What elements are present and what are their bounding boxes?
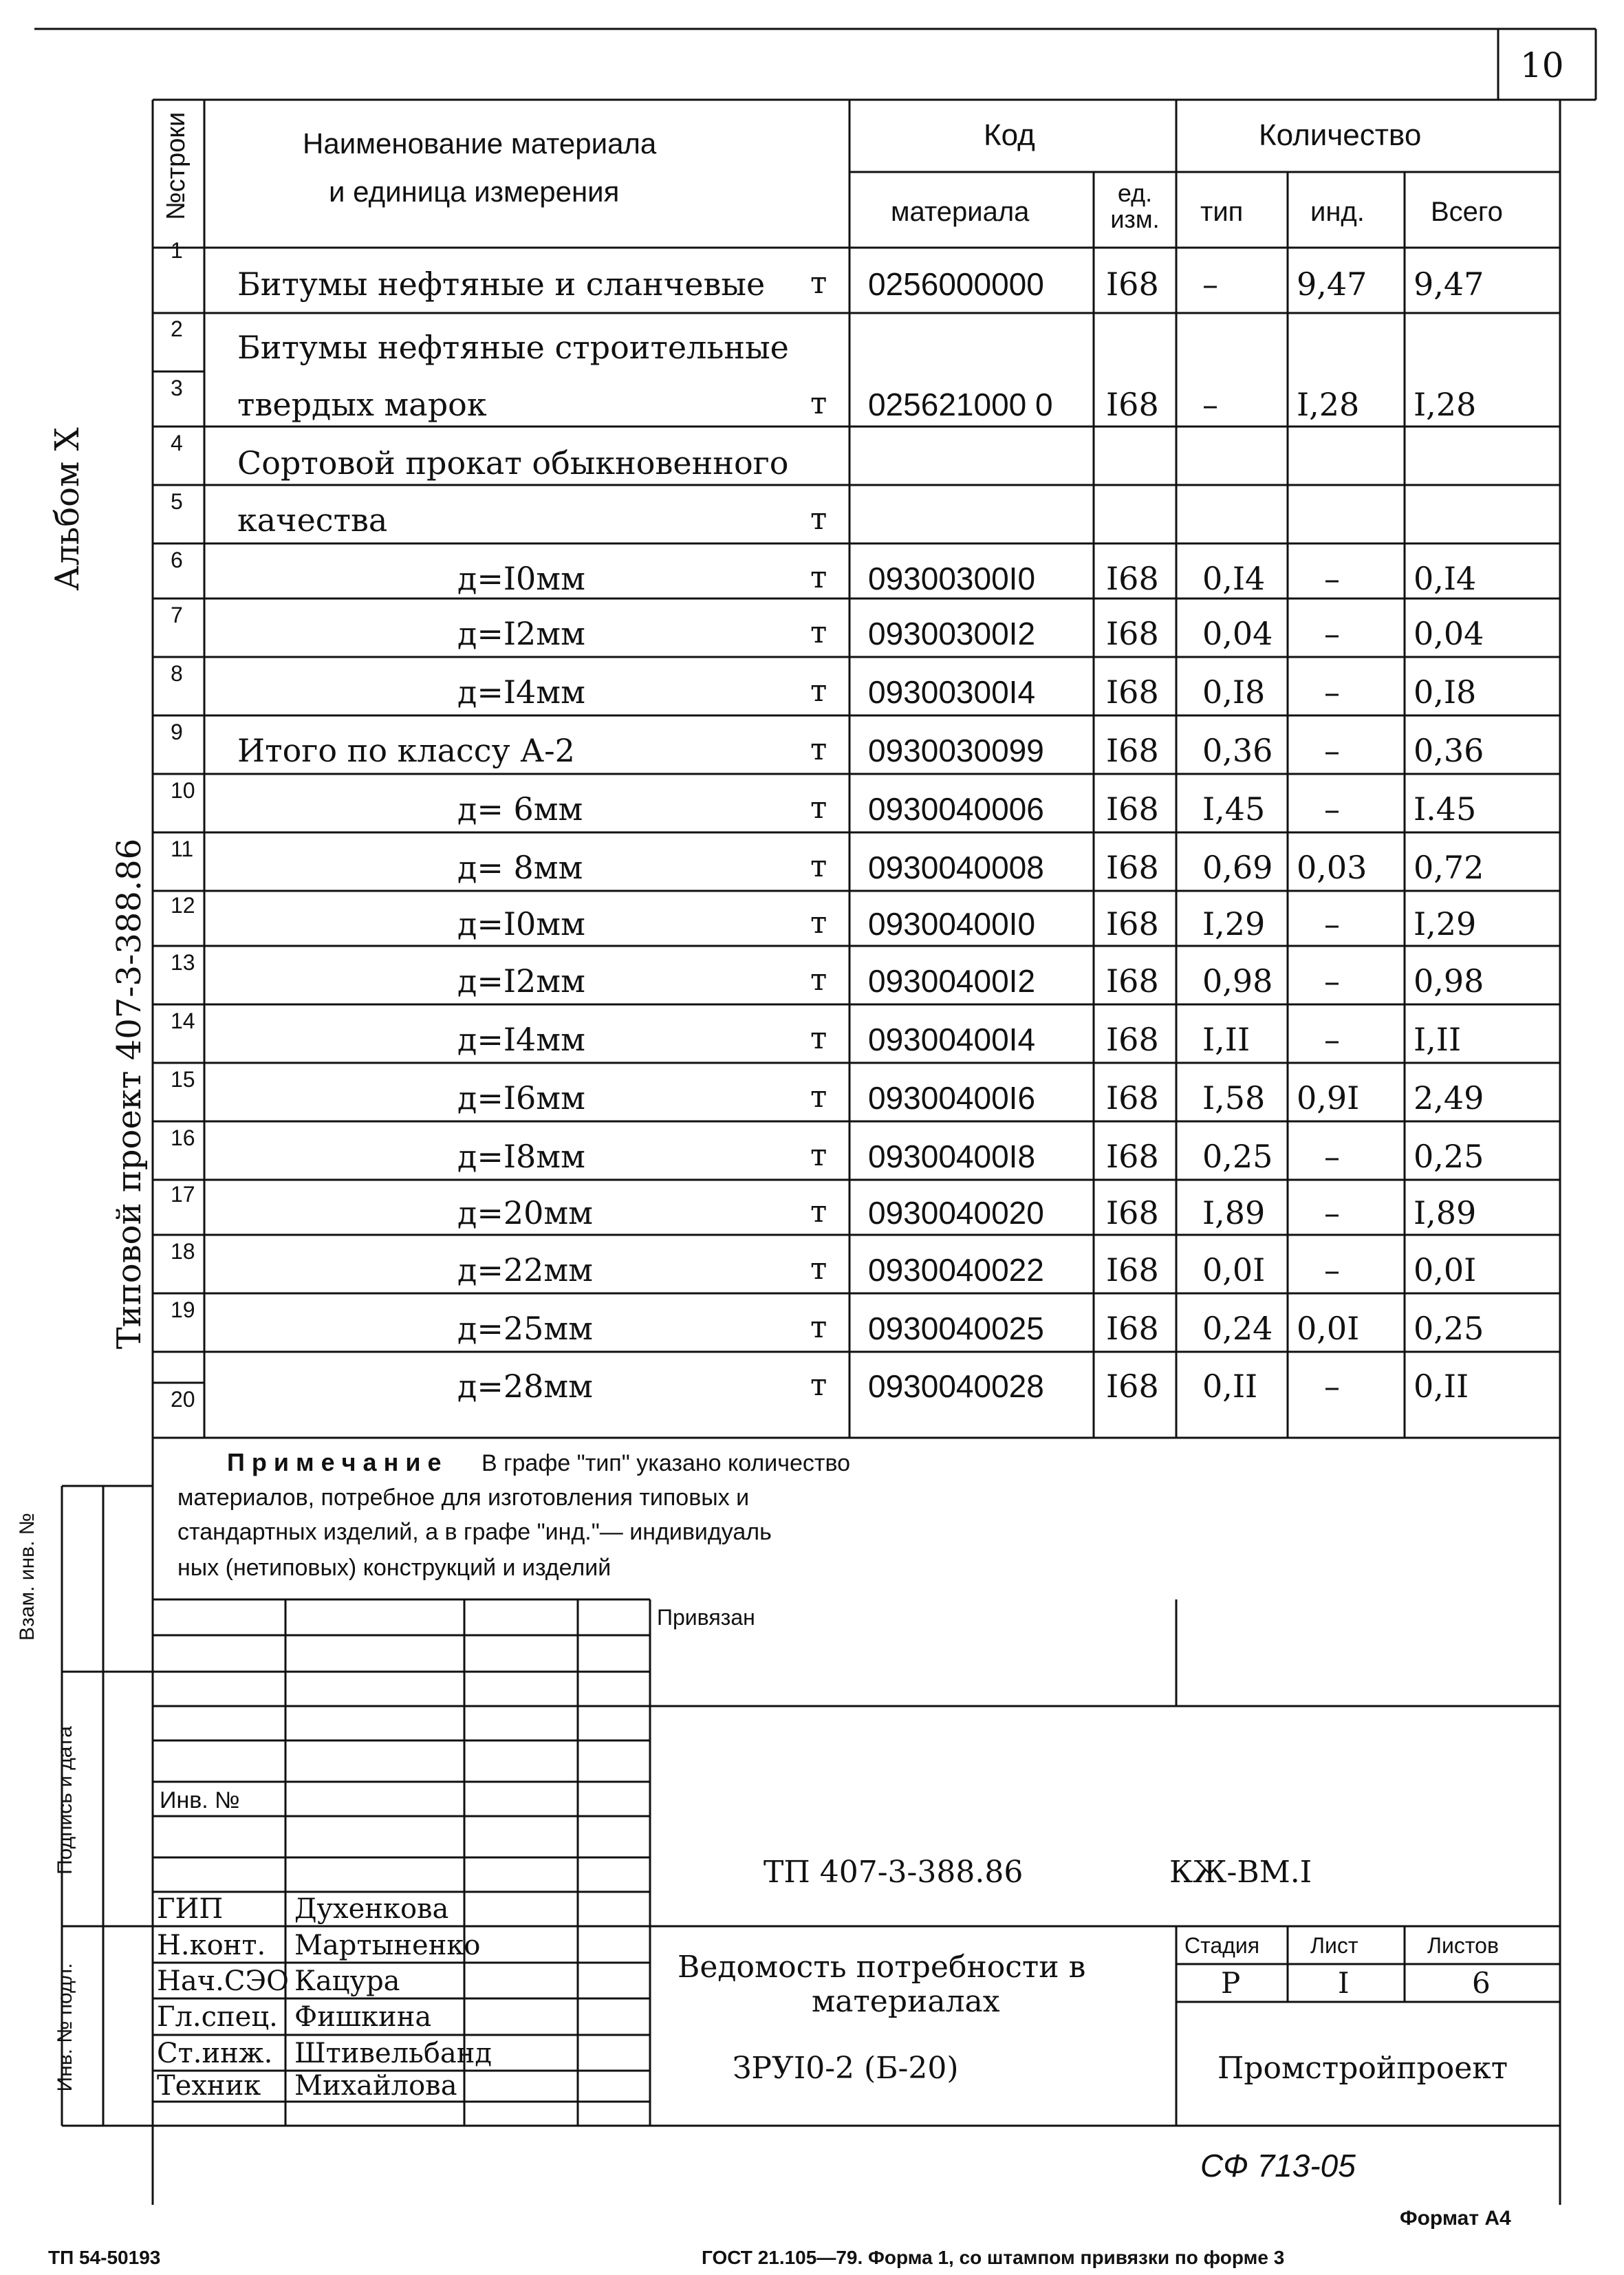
material-code: 09300400I8 bbox=[868, 1139, 1036, 1174]
unit: т bbox=[810, 1021, 827, 1056]
qty-total: 0,I8 bbox=[1414, 673, 1477, 711]
qty-ind: 0,9I bbox=[1297, 1079, 1360, 1117]
qty-type: 0,25 bbox=[1202, 1138, 1273, 1175]
qty-ind: I,28 bbox=[1297, 386, 1360, 423]
margin-vzam-inv: Взам. инв. № bbox=[16, 1513, 39, 1641]
qty-type: – bbox=[1202, 386, 1218, 423]
qty-ind: – bbox=[1324, 1194, 1340, 1231]
stamp-role: Н.конт. bbox=[157, 1930, 266, 1961]
material-name: Битумы нефтяные строительные bbox=[237, 329, 789, 366]
row-number: 11 bbox=[171, 837, 194, 861]
sheet-value: I bbox=[1338, 1966, 1350, 2000]
material-code: 0930030099 bbox=[868, 733, 1044, 768]
header-row-no: №строки bbox=[162, 111, 191, 220]
designation: ТП 407-3-388.86 bbox=[764, 1855, 1024, 1890]
unit-code: I68 bbox=[1106, 790, 1159, 828]
qty-type: 0,36 bbox=[1202, 732, 1273, 769]
qty-type: 0,I8 bbox=[1202, 673, 1266, 711]
material-name: д=I2мм bbox=[457, 615, 585, 652]
material-name: д=I8мм bbox=[457, 1138, 585, 1175]
header-total: Всего bbox=[1431, 197, 1503, 227]
stamp-role: Ст.инж. bbox=[157, 2038, 273, 2069]
unit-code: I68 bbox=[1106, 732, 1159, 769]
inv-no-label: Инв. № bbox=[160, 1787, 240, 1813]
qty-ind: – bbox=[1324, 905, 1340, 942]
unit: т bbox=[810, 673, 827, 709]
material-name: Итого по классу А-2 bbox=[237, 732, 575, 769]
row-number: 13 bbox=[171, 950, 195, 975]
qty-type: – bbox=[1202, 266, 1218, 303]
material-name: д=I4мм bbox=[457, 673, 585, 711]
unit-code: I68 bbox=[1106, 905, 1159, 942]
material-name: д=I4мм bbox=[457, 1021, 585, 1058]
row-number: 12 bbox=[171, 893, 195, 918]
qty-total: I,28 bbox=[1414, 386, 1477, 423]
qty-ind: – bbox=[1324, 615, 1340, 652]
material-name: твердых марок bbox=[237, 386, 487, 423]
material-code: 09300400I2 bbox=[868, 963, 1036, 999]
qty-ind: – bbox=[1324, 1138, 1340, 1175]
stamp-name: Фишкина bbox=[294, 2001, 432, 2033]
note-label: П р и м е ч а н и е bbox=[227, 1448, 442, 1476]
material-code: 09300300I4 bbox=[868, 674, 1036, 710]
header-ind: инд. bbox=[1310, 197, 1365, 227]
material-name: Сортовой прокат обыкновенного bbox=[237, 444, 789, 482]
row-number: 10 bbox=[171, 778, 195, 803]
unit: т bbox=[810, 502, 827, 537]
qty-ind: – bbox=[1324, 1251, 1340, 1289]
unit-code: I68 bbox=[1106, 1194, 1159, 1231]
unit-code: I68 bbox=[1106, 849, 1159, 886]
material-code: 09300300I0 bbox=[868, 561, 1036, 596]
qty-total: 0,72 bbox=[1414, 849, 1484, 886]
material-code: 025621000 0 bbox=[868, 387, 1053, 422]
header-quantity: Количество bbox=[1259, 118, 1422, 152]
row-number: 20 bbox=[171, 1387, 195, 1412]
unit-code: I68 bbox=[1106, 1368, 1159, 1405]
stamp-name: Духенкова bbox=[294, 1893, 449, 1925]
sheet-label: Лист bbox=[1310, 1933, 1358, 1958]
row-number: 14 bbox=[171, 1009, 195, 1033]
unit-code: I68 bbox=[1106, 1079, 1159, 1117]
material-name: д=I2мм bbox=[457, 962, 585, 1000]
footer-left: ТП 54-50193 bbox=[48, 2247, 161, 2268]
material-code: 0930040028 bbox=[868, 1368, 1044, 1404]
material-name: Битумы нефтяные и сланчевые bbox=[237, 266, 766, 303]
sheets-value: 6 bbox=[1472, 1966, 1491, 2000]
material-name: д=25мм bbox=[457, 1310, 593, 1347]
stamp-name: Кацура bbox=[294, 1965, 400, 1997]
unit-code: I68 bbox=[1106, 386, 1159, 423]
qty-type: 0,98 bbox=[1202, 962, 1273, 1000]
unit-code: I68 bbox=[1106, 1251, 1159, 1289]
qty-type: I,89 bbox=[1202, 1194, 1266, 1231]
stage-label: Стадия bbox=[1184, 1933, 1260, 1958]
qty-total: 9,47 bbox=[1414, 266, 1484, 303]
stamp-name: Мартыненко bbox=[294, 1930, 481, 1961]
material-name: д=I0мм bbox=[457, 560, 585, 597]
material-code: 0256000000 bbox=[868, 266, 1044, 302]
unit-code: I68 bbox=[1106, 1310, 1159, 1347]
unit-code: I68 bbox=[1106, 560, 1159, 597]
material-name: д=28мм bbox=[457, 1368, 593, 1405]
unit-code: I68 bbox=[1106, 673, 1159, 711]
document-code: КЖ-ВМ.I bbox=[1169, 1855, 1312, 1890]
unit: т bbox=[810, 1251, 827, 1286]
material-code: 0930040025 bbox=[868, 1311, 1044, 1346]
format-label: Формат А4 bbox=[1400, 2207, 1511, 2230]
material-name: д=20мм bbox=[457, 1194, 593, 1231]
qty-ind: – bbox=[1324, 962, 1340, 1000]
qty-ind: 0,03 bbox=[1297, 849, 1367, 886]
material-name: д=22мм bbox=[457, 1251, 593, 1289]
unit: т bbox=[810, 1079, 827, 1114]
unit: т bbox=[810, 732, 827, 767]
qty-type: 0,I4 bbox=[1202, 560, 1266, 597]
doc-title-line2: материалах bbox=[812, 1984, 1000, 2019]
material-name: д=I6мм bbox=[457, 1079, 585, 1117]
sheets-label: Листов bbox=[1427, 1933, 1499, 1958]
qty-ind: – bbox=[1324, 560, 1340, 597]
qty-ind: 9,47 bbox=[1297, 266, 1367, 303]
qty-type: 0,24 bbox=[1202, 1310, 1273, 1347]
header-code: Код bbox=[984, 118, 1035, 152]
stamp-name: Штивельбанд bbox=[294, 2038, 492, 2069]
doc-title-line1: Ведомость потребности в bbox=[678, 1950, 1086, 1985]
doc-title-line3: ЗРУI0-2 (Б-20) bbox=[733, 2051, 959, 2086]
material-code: 0930040006 bbox=[868, 791, 1044, 827]
organization: Промстройпроект bbox=[1217, 2051, 1508, 2086]
qty-ind: – bbox=[1324, 673, 1340, 711]
qty-total: I,89 bbox=[1414, 1194, 1477, 1231]
header-code-unit: ед. изм. bbox=[1110, 179, 1160, 233]
unit: т bbox=[810, 560, 827, 595]
unit: т bbox=[810, 1310, 827, 1345]
material-code: 09300400I0 bbox=[868, 906, 1036, 942]
row-number: 7 bbox=[171, 603, 183, 627]
qty-total: 0,36 bbox=[1414, 732, 1484, 769]
row-number: 4 bbox=[171, 431, 183, 455]
material-code: 0930040008 bbox=[868, 850, 1044, 885]
header-name-line1: Наименование материала bbox=[303, 127, 657, 160]
material-code: 0930040020 bbox=[868, 1195, 1044, 1231]
qty-total: 0,25 bbox=[1414, 1310, 1484, 1347]
qty-total: 0,25 bbox=[1414, 1138, 1484, 1175]
qty-ind: – bbox=[1324, 1368, 1340, 1405]
unit: т bbox=[810, 1194, 827, 1229]
stage-value: Р bbox=[1221, 1966, 1241, 2000]
qty-total: 2,49 bbox=[1414, 1079, 1484, 1117]
stamp-role: ГИП bbox=[157, 1893, 224, 1925]
unit: т bbox=[810, 962, 827, 998]
material-name: д=I0мм bbox=[457, 905, 585, 942]
qty-total: 0,04 bbox=[1414, 615, 1484, 652]
qty-ind: – bbox=[1324, 732, 1340, 769]
stamp-role: Техник bbox=[157, 2070, 261, 2102]
page-number: 10 bbox=[1520, 45, 1564, 85]
qty-type: 0,II bbox=[1202, 1368, 1258, 1405]
material-code: 09300400I4 bbox=[868, 1022, 1036, 1057]
row-number: 5 bbox=[171, 489, 183, 514]
qty-total: 0,II bbox=[1414, 1368, 1469, 1405]
qty-type: I,58 bbox=[1202, 1079, 1266, 1117]
note-line4: ных (нетиповых) конструкций и изделий bbox=[177, 1555, 611, 1581]
qty-type: I,29 bbox=[1202, 905, 1266, 942]
row-number: 15 bbox=[171, 1067, 195, 1092]
unit: т bbox=[810, 386, 827, 421]
row-number: 18 bbox=[171, 1239, 195, 1264]
unit-code: I68 bbox=[1106, 1021, 1159, 1058]
privyazan-label: Привязан bbox=[657, 1605, 755, 1630]
material-code: 0930040022 bbox=[868, 1252, 1044, 1288]
footer-right: ГОСТ 21.105—79. Форма 1, со штампом привязки по форме 3 bbox=[702, 2247, 1285, 2268]
row-number: 6 bbox=[171, 548, 183, 572]
note-line1: В графе "тип" указано количество bbox=[481, 1450, 851, 1476]
qty-type: 0,04 bbox=[1202, 615, 1273, 652]
unit: т bbox=[810, 849, 827, 884]
unit-code: I68 bbox=[1106, 266, 1159, 303]
note-line3: стандартных изделий, а в графе "инд."— индивидуаль bbox=[177, 1519, 772, 1545]
row-number: 3 bbox=[171, 376, 183, 400]
stamp-name: Михайлова bbox=[294, 2070, 457, 2102]
header-code-material: материала bbox=[891, 197, 1030, 227]
qty-total: 0,0I bbox=[1414, 1251, 1477, 1289]
unit-code: I68 bbox=[1106, 1138, 1159, 1175]
qty-type: 0,69 bbox=[1202, 849, 1273, 886]
stamp-role: Гл.спец. bbox=[157, 2001, 278, 2033]
unit: т bbox=[810, 905, 827, 940]
album-label: Альбом X bbox=[48, 427, 87, 591]
handwritten-code: СФ 713-05 bbox=[1200, 2148, 1356, 2184]
row-number: 2 bbox=[171, 316, 183, 341]
qty-ind: 0,0I bbox=[1297, 1310, 1360, 1347]
material-code: 09300400I6 bbox=[868, 1080, 1036, 1116]
margin-inv-podl: Инв. № подл. bbox=[54, 1963, 76, 2092]
stamp-role: Нач.СЭО bbox=[157, 1965, 289, 1997]
qty-ind: – bbox=[1324, 1021, 1340, 1058]
row-number: 17 bbox=[171, 1182, 195, 1207]
qty-ind: – bbox=[1324, 790, 1340, 828]
header-name-line2: и единица измерения bbox=[329, 175, 620, 208]
qty-total: 0,98 bbox=[1414, 962, 1484, 1000]
qty-type: I,II bbox=[1202, 1021, 1251, 1058]
unit: т bbox=[810, 266, 827, 301]
qty-type: 0,0I bbox=[1202, 1251, 1266, 1289]
row-number: 9 bbox=[171, 720, 183, 744]
unit: т bbox=[810, 615, 827, 650]
row-number: 1 bbox=[171, 238, 183, 263]
note-line2: материалов, потребное для изготовления типовых и bbox=[177, 1485, 750, 1511]
material-name: качества bbox=[237, 502, 388, 539]
unit-code: I68 bbox=[1106, 962, 1159, 1000]
material-name: д= 8мм bbox=[457, 849, 583, 886]
unit: т bbox=[810, 790, 827, 826]
row-number: 16 bbox=[171, 1125, 195, 1150]
material-code: 09300300I2 bbox=[868, 616, 1036, 651]
qty-total: 0,I4 bbox=[1414, 560, 1477, 597]
unit: т bbox=[810, 1138, 827, 1173]
row-number: 19 bbox=[171, 1297, 195, 1322]
material-name: д= 6мм bbox=[457, 790, 583, 828]
qty-total: I,29 bbox=[1414, 905, 1477, 942]
qty-type: I,45 bbox=[1202, 790, 1266, 828]
header-type: тип bbox=[1200, 197, 1244, 227]
unit-code: I68 bbox=[1106, 615, 1159, 652]
unit: т bbox=[810, 1368, 827, 1403]
project-label: Типовой проект 407-3-388.86 bbox=[110, 838, 149, 1350]
qty-total: I.45 bbox=[1414, 790, 1477, 828]
qty-total: I,II bbox=[1414, 1021, 1462, 1058]
margin-signature-date: Подпись и дата bbox=[54, 1726, 76, 1875]
row-number: 8 bbox=[171, 661, 183, 686]
